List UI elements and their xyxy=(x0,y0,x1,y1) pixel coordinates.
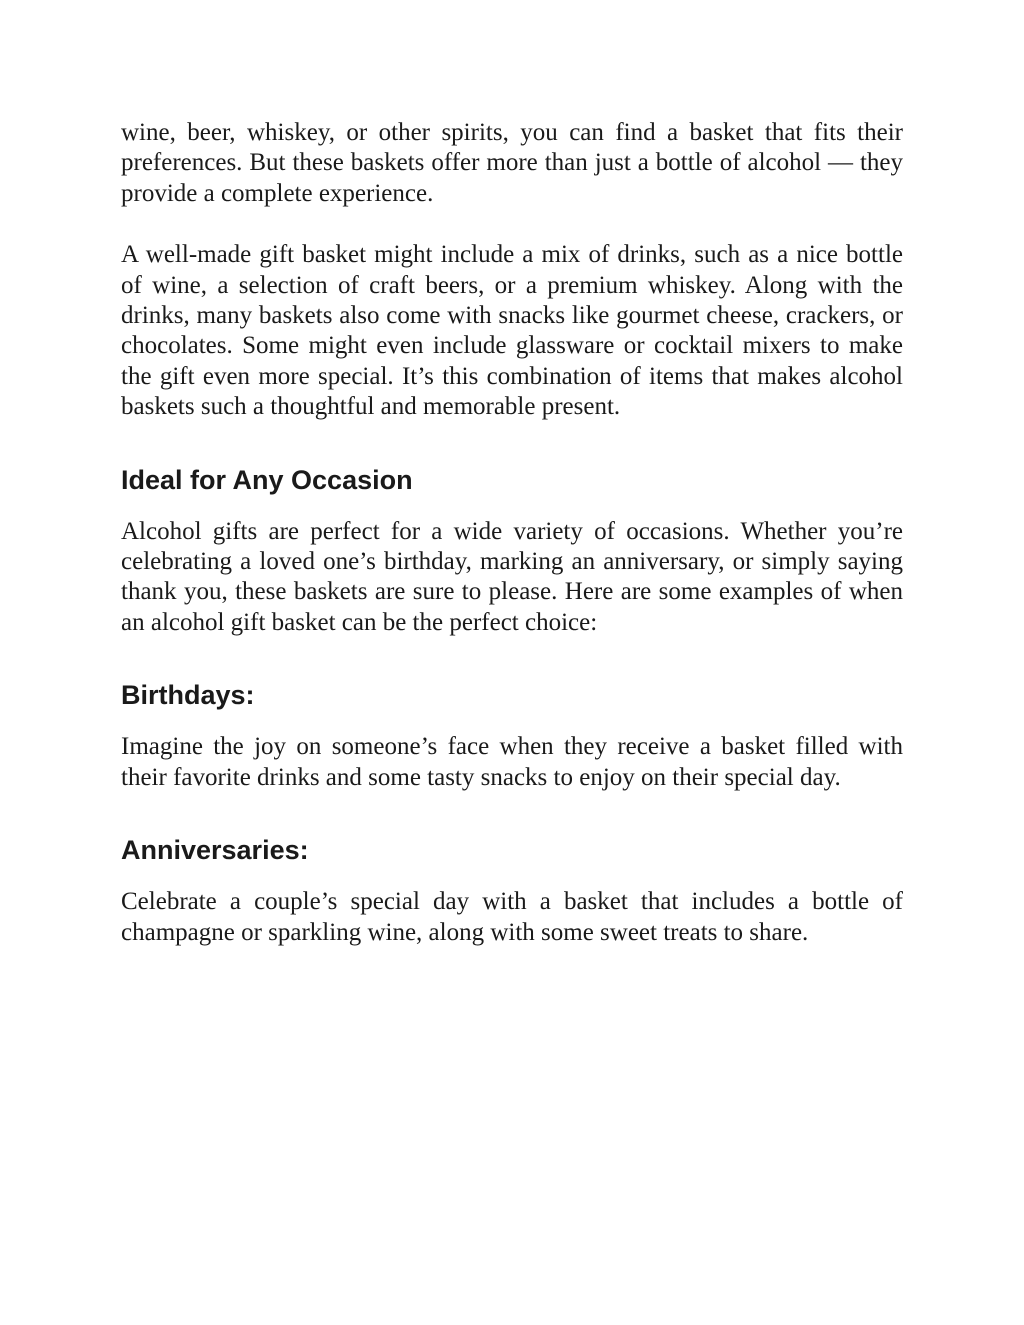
section-body-birthdays: Imagine the joy on someone’s face when they receive a basket filled with their favorite drinks and some tasty snacks to enjoy on their special day. xyxy=(121,733,903,791)
section-body-occasions: Alcohol gifts are perfect for a wide variety of occasions. Whether you’re celebrating a loved one’s birthday, marking an anniversary, or simply saying thank you, these baskets are sure to please. Here are some examples of when an alcohol gift basket can be the perfect choice: xyxy=(121,517,903,636)
section-heading-birthdays: Birthdays: xyxy=(121,680,255,711)
intro-paragraph: wine, beer, whiskey, or other spirits, you can find a basket that fits their preferences. But these baskets offer more than just a bottle of alcohol — they provide a complete experience. xyxy=(121,119,903,207)
section-heading-anniversaries: Anniversaries: xyxy=(121,835,309,866)
section-heading-occasions: Ideal for Any Occasion xyxy=(121,464,413,495)
document-page xyxy=(121,118,903,948)
basket-contents-paragraph: A well-made gift basket might include a mix of drinks, such as a nice bottle of wine, a selection of craft beers, or a premium whiskey. Along with the drinks, many baskets also come with snacks like gourmet cheese, crackers, or chocolates. Some might even include glassware or cocktail mixers to make the gift even more special. It’s this combination of items that makes alcohol baskets such a thoughtful and memorable present. xyxy=(121,241,903,421)
section-body-anniversaries: Celebrate a couple’s special day with a basket that includes a bottle of champagne or sparkling wine, along with some sweet treats to share. xyxy=(121,888,903,946)
